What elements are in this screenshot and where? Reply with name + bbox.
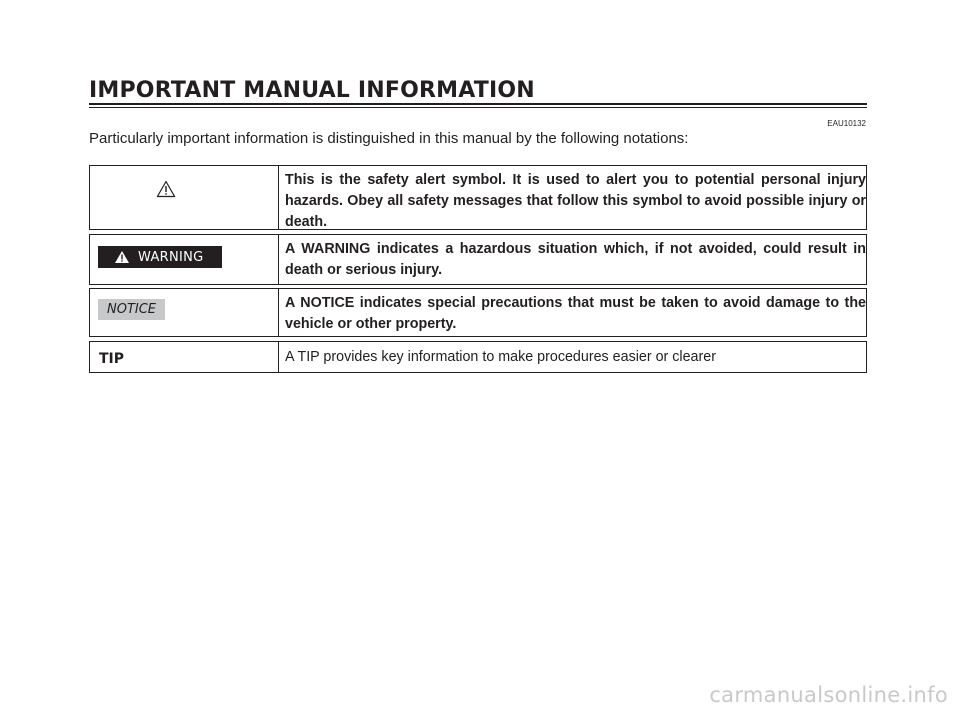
warning-triangle-icon [114, 250, 130, 264]
notice-label: NOTICE [98, 299, 165, 320]
notation-row-safety-alert [89, 165, 867, 230]
title-rule-thin [89, 107, 867, 108]
notation-symbol-cell [90, 289, 279, 336]
title-rule-thick [89, 103, 867, 105]
page-title: IMPORTANT MANUAL INFORMATION [89, 78, 535, 103]
notation-symbol-cell [90, 166, 279, 229]
notation-description: A TIP provides key information to make procedures easier or clearer [285, 349, 716, 365]
notation-description: A NOTICE indicates special precautions that must be taken to avoid damage to the vehicle or other property. [285, 295, 866, 332]
intro-text: Particularly important information is distinguished in this manual by the following notations: [89, 130, 689, 147]
notation-row-notice [89, 288, 867, 337]
site-watermark: carmanualsonline.info [709, 683, 948, 707]
notation-symbol-cell [90, 342, 279, 372]
notation-description: A WARNING indicates a hazardous situation which, if not avoided, could result in death or serious injury. [285, 241, 866, 278]
tip-label: TIP [99, 351, 125, 367]
notation-row-tip [89, 341, 867, 373]
warning-label [98, 246, 222, 268]
notation-description: This is the safety alert symbol. It is used to alert you to potential personal injury hazards. Obey all safety messages that follow this symbol to avoid possible injury or death. [285, 172, 866, 230]
warning-label-text: WARNING [138, 249, 204, 265]
notation-symbol-cell [90, 235, 279, 284]
notation-row-warning [89, 234, 867, 285]
safety-alert-icon [156, 180, 176, 198]
document-code: EAU10132 [827, 119, 866, 128]
